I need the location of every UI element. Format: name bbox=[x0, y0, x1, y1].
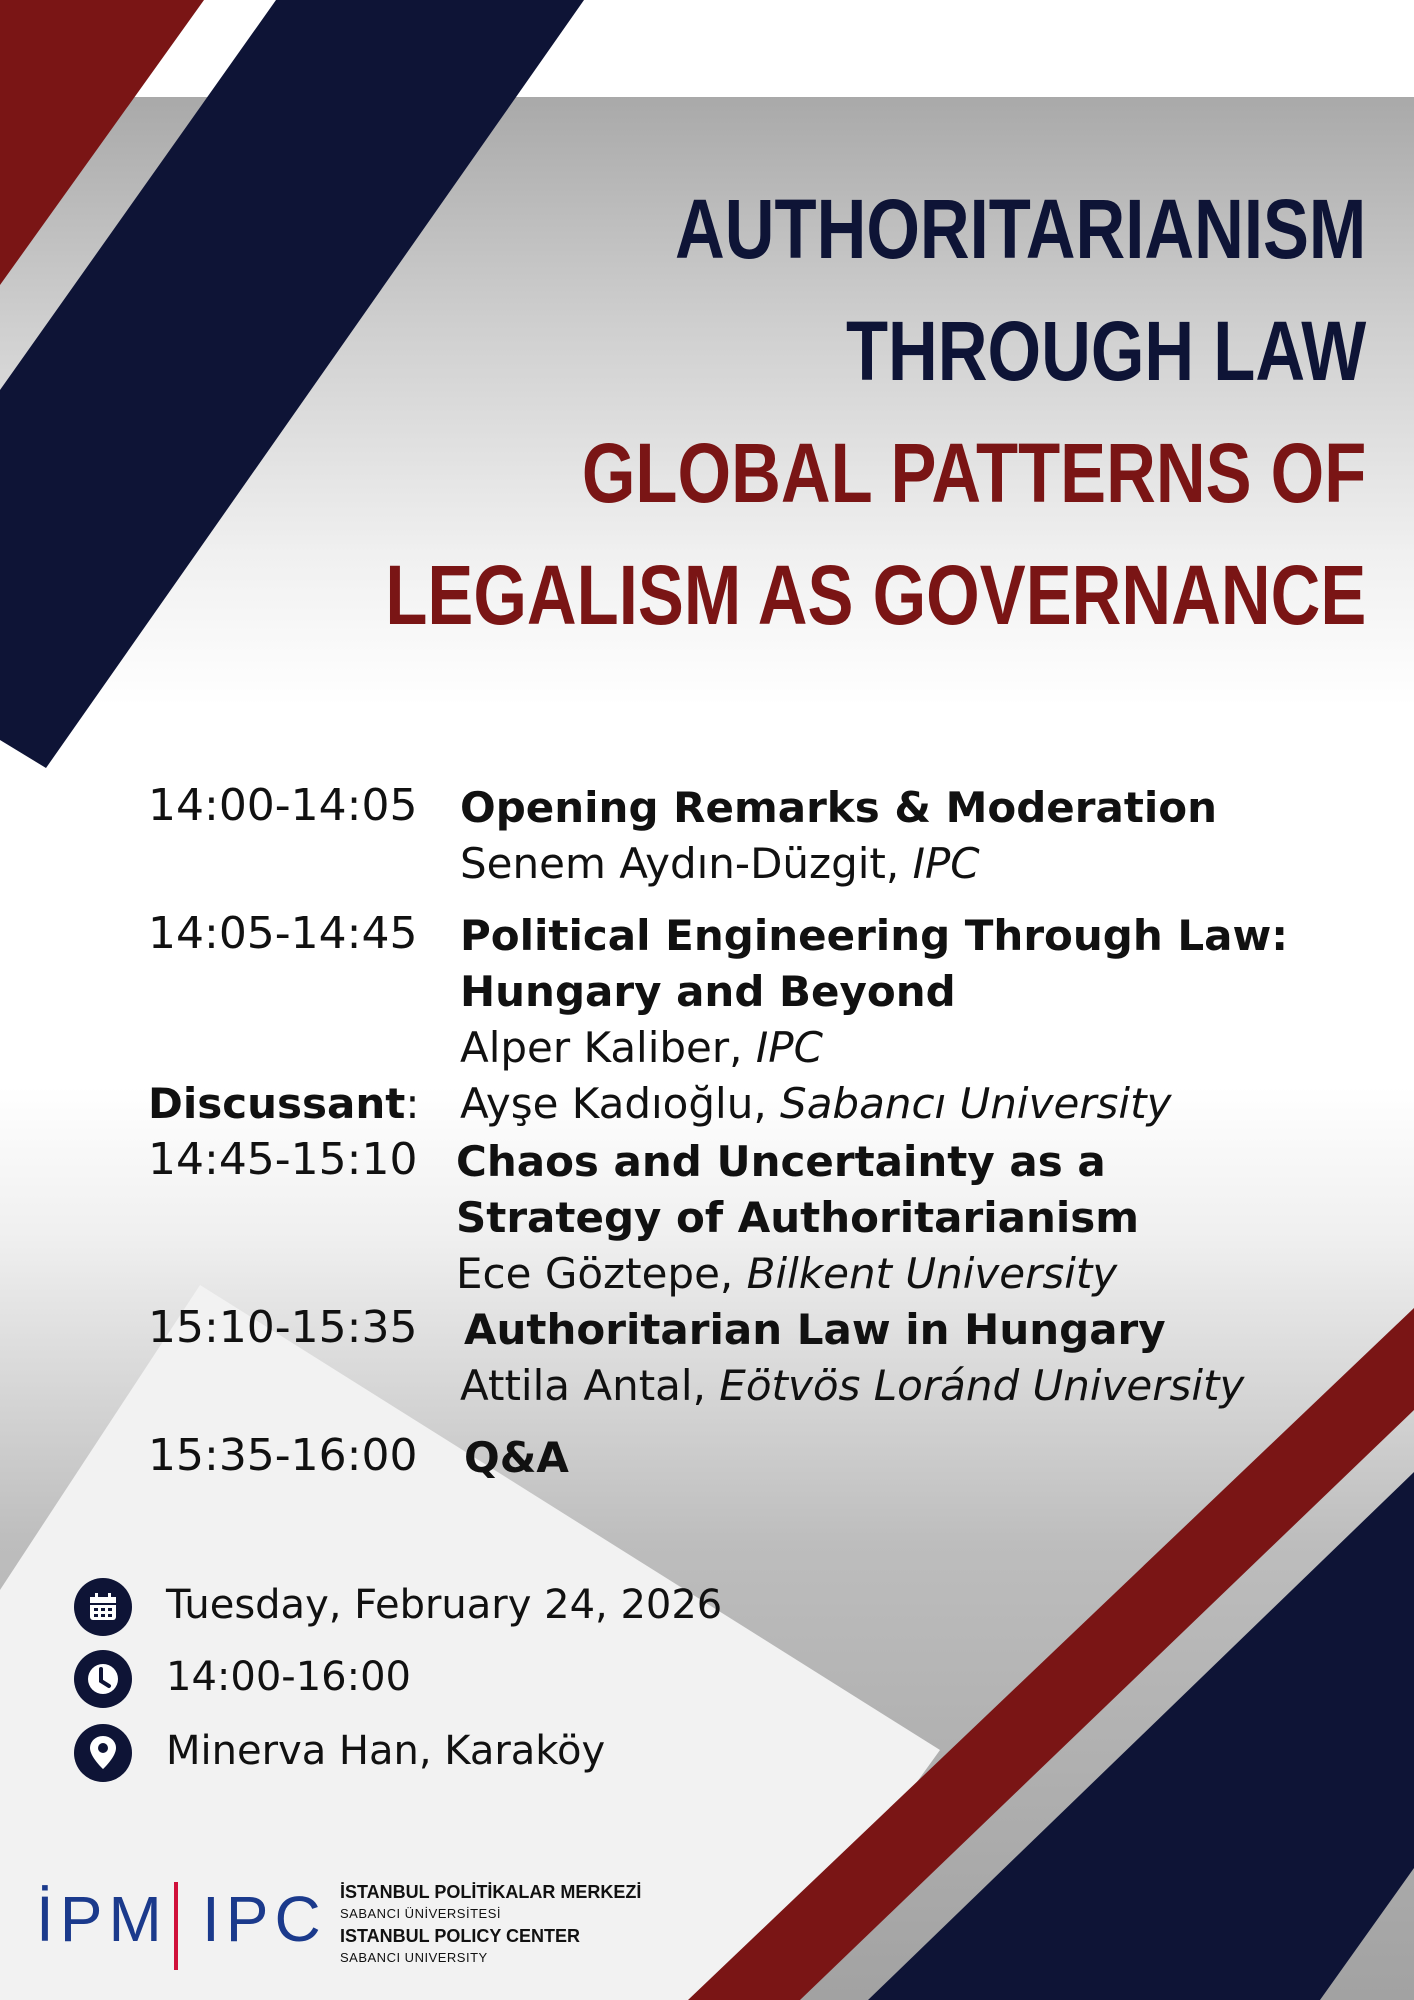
agenda-time: 14:05-14:45 bbox=[148, 908, 418, 959]
speaker-affiliation: IPC bbox=[755, 1023, 823, 1072]
agenda-title: Authoritarian Law in Hungary bbox=[464, 1305, 1166, 1354]
logo-line-4: SABANCI UNIVERSITY bbox=[340, 1950, 488, 1965]
discussant-label: Discussant: bbox=[148, 1079, 420, 1128]
agenda-title-line-1: Chaos and Uncertainty as a bbox=[456, 1137, 1106, 1186]
event-venue-text: Minerva Han, Karaköy bbox=[166, 1728, 606, 1774]
agenda-speaker: Alper Kaliber, IPC bbox=[460, 1023, 823, 1072]
agenda-time: 15:35-16:00 bbox=[148, 1430, 418, 1481]
logo-wordmark bbox=[340, 1880, 641, 1968]
logo-separator bbox=[174, 1882, 178, 1970]
calendar-icon bbox=[74, 1578, 132, 1636]
title-line-1: AUTHORITARIANISM bbox=[674, 182, 1366, 276]
event-title bbox=[170, 168, 1366, 656]
agenda-speaker: Ece Göztepe, Bilkent University bbox=[456, 1249, 1118, 1298]
speaker-affiliation: Bilkent University bbox=[746, 1249, 1118, 1298]
agenda-time: 15:10-15:35 bbox=[148, 1302, 418, 1353]
agenda-title: Opening Remarks & Moderation bbox=[460, 783, 1218, 832]
agenda-title-line-2: Strategy of Authoritarianism bbox=[456, 1193, 1140, 1242]
agenda-title-line-1: Political Engineering Through Law: bbox=[460, 911, 1289, 960]
agenda-title-line-2: Hungary and Beyond bbox=[460, 967, 956, 1016]
logo-ipc: IPC bbox=[202, 1883, 327, 1955]
location-pin-icon bbox=[74, 1724, 132, 1782]
agenda-time: 14:45-15:10 bbox=[148, 1134, 418, 1185]
title-line-3: GLOBAL PATTERNS OF bbox=[581, 426, 1366, 520]
logo-line-2: SABANCI ÜNİVERSİTESİ bbox=[340, 1906, 501, 1921]
speaker-affiliation: Sabancı University bbox=[780, 1079, 1172, 1128]
clock-icon bbox=[74, 1650, 132, 1708]
title-line-4: LEGALISM AS GOVERNANCE bbox=[385, 548, 1366, 642]
event-time-text: 14:00-16:00 bbox=[166, 1654, 411, 1700]
title-line-2: THROUGH LAW bbox=[845, 304, 1366, 398]
agenda-speaker: Senem Aydın-Düzgit, IPC bbox=[460, 839, 980, 888]
agenda-time: 14:00-14:05 bbox=[148, 780, 418, 831]
speaker-affiliation: Eötvös Loránd University bbox=[719, 1361, 1245, 1410]
logo-line-3: ISTANBUL POLICY CENTER bbox=[340, 1926, 581, 1946]
agenda-speaker: Attila Antal, Eötvös Loránd University bbox=[460, 1361, 1245, 1410]
agenda-title: Q&A bbox=[464, 1433, 569, 1482]
discussant-name: Ayşe Kadıoğlu, Sabancı University bbox=[460, 1079, 1172, 1128]
event-date-text: Tuesday, February 24, 2026 bbox=[166, 1582, 723, 1628]
speaker-affiliation: IPC bbox=[912, 839, 980, 888]
logo-line-1: İSTANBUL POLİTİKALAR MERKEZİ bbox=[340, 1882, 642, 1902]
logo-ipm: İPM bbox=[36, 1883, 168, 1955]
bottom-right-navy-stripe bbox=[868, 1472, 1414, 2000]
